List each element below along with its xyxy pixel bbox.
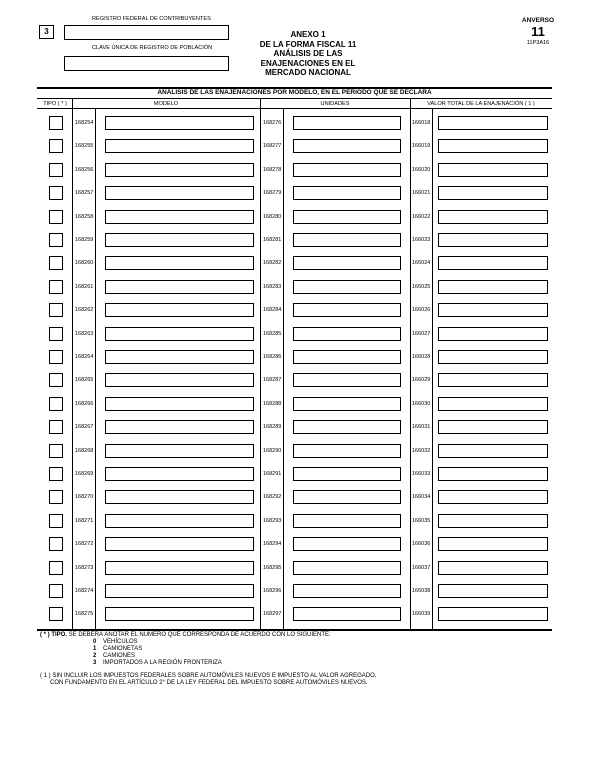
tipo-checkbox[interactable] — [49, 303, 63, 317]
unidades-field[interactable] — [293, 186, 401, 200]
unidades-code: 168289 — [263, 424, 282, 430]
valor-field[interactable] — [438, 514, 548, 528]
tipo-checkbox[interactable] — [49, 584, 63, 598]
valor-code: 166032 — [412, 448, 431, 454]
tipo-checkbox[interactable] — [49, 561, 63, 575]
tipo-option-label: IMPORTADOS A LA REGIÓN FRONTERIZA — [103, 660, 222, 666]
tipo-checkbox[interactable] — [49, 163, 63, 177]
valor-field[interactable] — [438, 467, 548, 481]
rfc-label: REGISTRO FEDERAL DE CONTRIBUYENTES — [92, 16, 211, 22]
valor-code: 166031 — [412, 424, 431, 430]
col-divider — [72, 99, 73, 629]
unidades-code: 168288 — [263, 401, 282, 407]
modelo-field[interactable] — [105, 584, 254, 598]
tipo-option-number: 0 — [93, 639, 97, 645]
col-divider — [260, 99, 261, 629]
unidades-field[interactable] — [293, 537, 401, 551]
tipo-option-label: VEHÍCULOS — [103, 639, 138, 645]
curp-field[interactable] — [64, 56, 229, 71]
modelo-field[interactable] — [105, 139, 254, 153]
tipo-option-number: 2 — [93, 653, 97, 659]
modelo-field[interactable] — [105, 327, 254, 341]
unidades-field[interactable] — [293, 163, 401, 177]
unidades-code: 168279 — [263, 190, 282, 196]
unidades-field[interactable] — [293, 397, 401, 411]
title-line: ANEXO 1 — [290, 30, 326, 39]
valor-code: 166036 — [412, 541, 431, 547]
modelo-field[interactable] — [105, 607, 254, 621]
page-number-box — [39, 25, 54, 39]
modelo-code: 168258 — [75, 214, 94, 220]
valor-code: 166035 — [412, 518, 431, 524]
table-title-rule — [37, 98, 552, 99]
tipo-checkbox[interactable] — [49, 444, 63, 458]
tipo-checkbox[interactable] — [49, 327, 63, 341]
valor-code: 166027 — [412, 331, 431, 337]
valor-code: 166021 — [412, 190, 431, 196]
unidades-code: 168291 — [263, 471, 282, 477]
modelo-code: 168274 — [75, 588, 94, 594]
modelo-code: 168261 — [75, 284, 94, 290]
title-line: ANÁLISIS DE LAS — [273, 49, 343, 58]
unidades-code: 168287 — [263, 377, 282, 383]
unidades-field[interactable] — [293, 467, 401, 481]
modelo-field[interactable] — [105, 420, 254, 434]
tipo-checkbox[interactable] — [49, 607, 63, 621]
tipo-checkbox[interactable] — [49, 490, 63, 504]
title-line: MERCADO NACIONAL — [265, 68, 351, 77]
modelo-field[interactable] — [105, 303, 254, 317]
rfc-field[interactable] — [64, 25, 229, 40]
col-divider — [95, 109, 96, 629]
tipo-checkbox[interactable] — [49, 397, 63, 411]
valor-field[interactable] — [438, 537, 548, 551]
modelo-code: 168271 — [75, 518, 94, 524]
modelo-field[interactable] — [105, 163, 254, 177]
unidades-code: 168283 — [263, 284, 282, 290]
modelo-field[interactable] — [105, 561, 254, 575]
tipo-option-label: CAMIONES — [103, 653, 136, 659]
unidades-code: 168276 — [263, 120, 282, 126]
unidades-field[interactable] — [293, 444, 401, 458]
modelo-field[interactable] — [105, 373, 254, 387]
valor-field[interactable] — [438, 280, 548, 294]
unidades-code: 168277 — [263, 143, 282, 149]
valor-field[interactable] — [438, 397, 548, 411]
modelo-code: 168254 — [75, 120, 94, 126]
unidades-field[interactable] — [293, 420, 401, 434]
unidades-code: 168280 — [263, 214, 282, 220]
tipo-checkbox[interactable] — [49, 467, 63, 481]
unidades-field[interactable] — [293, 373, 401, 387]
modelo-field[interactable] — [105, 350, 254, 364]
valor-field[interactable] — [438, 607, 548, 621]
valor-code: 166037 — [412, 565, 431, 571]
note-1-line-2: CON FUNDAMENTO EN EL ARTÍCULO 2° DE LA LEY FEDERAL DEL IMPUESTO SOBRE AUTOMÓVILES NUEVOS. — [50, 680, 368, 686]
modelo-field[interactable] — [105, 490, 254, 504]
valor-field[interactable] — [438, 327, 548, 341]
modelo-field[interactable] — [105, 397, 254, 411]
tipo-option-number: 3 — [93, 660, 97, 666]
tipo-checkbox[interactable] — [49, 186, 63, 200]
unidades-field[interactable] — [293, 210, 401, 224]
modelo-field[interactable] — [105, 514, 254, 528]
tipo-note — [40, 632, 331, 639]
valor-field[interactable] — [438, 303, 548, 317]
col-header-unidades: UNIDADES — [320, 101, 350, 107]
unidades-field[interactable] — [293, 584, 401, 598]
modelo-field[interactable] — [105, 280, 254, 294]
modelo-field[interactable] — [105, 444, 254, 458]
unidades-code: 168290 — [263, 448, 282, 454]
valor-field[interactable] — [438, 444, 548, 458]
valor-field[interactable] — [438, 186, 548, 200]
tipo-checkbox[interactable] — [49, 139, 63, 153]
modelo-code: 168273 — [75, 565, 94, 571]
col-header-modelo: MODELO — [153, 101, 179, 107]
unidades-code: 168284 — [263, 307, 282, 313]
modelo-code: 168257 — [75, 190, 94, 196]
modelo-code: 168270 — [75, 494, 94, 500]
modelo-code: 168255 — [75, 143, 94, 149]
valor-code: 166019 — [412, 143, 431, 149]
tipo-checkbox[interactable] — [49, 373, 63, 387]
valor-code: 166028 — [412, 354, 431, 360]
tipo-checkbox[interactable] — [49, 210, 63, 224]
unidades-code: 168297 — [263, 611, 282, 617]
unidades-field[interactable] — [293, 280, 401, 294]
unidades-code: 168294 — [263, 541, 282, 547]
tipo-checkbox[interactable] — [49, 350, 63, 364]
valor-code: 166022 — [412, 214, 431, 220]
modelo-field[interactable] — [105, 256, 254, 270]
unidades-field[interactable] — [293, 116, 401, 130]
valor-field[interactable] — [438, 561, 548, 575]
col-divider — [283, 109, 284, 629]
tipo-option-number: 1 — [93, 646, 97, 652]
modelo-code: 168259 — [75, 237, 94, 243]
unidades-code: 168295 — [263, 565, 282, 571]
col-divider — [410, 99, 411, 629]
modelo-code: 168256 — [75, 167, 94, 173]
page-number: 3 — [44, 27, 49, 36]
unidades-field[interactable] — [293, 303, 401, 317]
modelo-code: 168269 — [75, 471, 94, 477]
modelo-field[interactable] — [105, 210, 254, 224]
tipo-note-prefix: ( * ) TIPO. — [40, 632, 67, 638]
tipo-option-label: CAMIONETAS — [103, 646, 143, 652]
curp-label: CLAVE ÚNICA DE REGISTRO DE POBLACIÓN — [92, 45, 213, 51]
unidades-field[interactable] — [293, 607, 401, 621]
valor-field[interactable] — [438, 420, 548, 434]
unidades-field[interactable] — [293, 514, 401, 528]
title-line: DE LA FORMA FISCAL 11 — [259, 39, 357, 49]
side-label: ANVERSO — [521, 17, 555, 24]
valor-code: 166020 — [412, 167, 431, 173]
unidades-code: 168281 — [263, 237, 282, 243]
tipo-checkbox[interactable] — [49, 514, 63, 528]
unidades-field[interactable] — [293, 233, 401, 247]
unidades-code: 168285 — [263, 331, 282, 337]
table-bottom-rule — [37, 629, 552, 631]
valor-field[interactable] — [438, 584, 548, 598]
unidades-field[interactable] — [293, 256, 401, 270]
modelo-field[interactable] — [105, 467, 254, 481]
modelo-code: 168265 — [75, 377, 94, 383]
unidades-code: 168282 — [263, 260, 282, 266]
tipo-checkbox[interactable] — [49, 116, 63, 130]
tipo-checkbox[interactable] — [49, 256, 63, 270]
valor-field[interactable] — [438, 233, 548, 247]
table-title: ANÁLISIS DE LAS ENAJENACIONES POR MODELO, EN EL PERIODO QUE SE DECLARA — [157, 89, 432, 96]
valor-code: 166034 — [412, 494, 431, 500]
title-line: ENAJENACIONES EN EL — [260, 58, 356, 68]
form-number: 11 — [531, 24, 545, 39]
valor-field[interactable] — [438, 373, 548, 387]
tipo-checkbox[interactable] — [49, 420, 63, 434]
modelo-code: 168263 — [75, 331, 94, 337]
tipo-checkbox[interactable] — [49, 537, 63, 551]
modelo-field[interactable] — [105, 186, 254, 200]
modelo-code: 168266 — [75, 401, 94, 407]
modelo-field[interactable] — [105, 233, 254, 247]
tipo-note-text: SE DEBERÁ ANOTAR EL NÚMERO QUE CORRESPONDA DE ACUERDO CON LO SIGUIENTE: — [68, 632, 331, 638]
unidades-code: 168286 — [263, 354, 282, 360]
unidades-code: 168292 — [263, 494, 282, 500]
valor-field[interactable] — [438, 490, 548, 504]
valor-code: 166024 — [412, 260, 431, 266]
form-title — [238, 30, 378, 78]
valor-field[interactable] — [438, 139, 548, 153]
unidades-code: 168293 — [263, 518, 282, 524]
tipo-checkbox[interactable] — [49, 280, 63, 294]
unidades-field[interactable] — [293, 490, 401, 504]
col-header-rule — [37, 108, 552, 109]
valor-code: 166025 — [412, 284, 431, 290]
modelo-code: 168267 — [75, 424, 94, 430]
modelo-code: 168264 — [75, 354, 94, 360]
unidades-code: 168278 — [263, 167, 282, 173]
modelo-code: 168272 — [75, 541, 94, 547]
valor-code: 166030 — [412, 401, 431, 407]
valor-code: 166023 — [412, 237, 431, 243]
note-1-line-1: ( 1 ) SIN INCLUIR LOS IMPUESTOS FEDERALES SOBRE AUTOMÓVILES NUEVOS E IMPUESTO AL VALOR AGREGADO, — [40, 673, 377, 679]
col-header-tipo: TIPO ( * ) — [43, 101, 67, 107]
modelo-code: 168262 — [75, 307, 94, 313]
valor-field[interactable] — [438, 210, 548, 224]
valor-code: 166026 — [412, 307, 431, 313]
valor-field[interactable] — [438, 116, 548, 130]
unidades-field[interactable] — [293, 327, 401, 341]
valor-field[interactable] — [438, 163, 548, 177]
valor-code: 166038 — [412, 588, 431, 594]
valor-code: 166033 — [412, 471, 431, 477]
form-code: 11P3A16 — [526, 40, 550, 46]
unidades-code: 168296 — [263, 588, 282, 594]
valor-field[interactable] — [438, 256, 548, 270]
col-divider — [432, 109, 433, 629]
unidades-field[interactable] — [293, 139, 401, 153]
valor-field[interactable] — [438, 350, 548, 364]
modelo-code: 168275 — [75, 611, 94, 617]
modelo-code: 168260 — [75, 260, 94, 266]
valor-code: 166029 — [412, 377, 431, 383]
modelo-field[interactable] — [105, 116, 254, 130]
col-header-valor: VALOR TOTAL DE LA ENAJENACIÓN ( 1 ) — [427, 101, 535, 107]
unidades-field[interactable] — [293, 350, 401, 364]
tipo-checkbox[interactable] — [49, 233, 63, 247]
unidades-field[interactable] — [293, 561, 401, 575]
valor-code: 166018 — [412, 120, 431, 126]
valor-code: 166039 — [412, 611, 431, 617]
modelo-field[interactable] — [105, 537, 254, 551]
modelo-code: 168268 — [75, 448, 94, 454]
